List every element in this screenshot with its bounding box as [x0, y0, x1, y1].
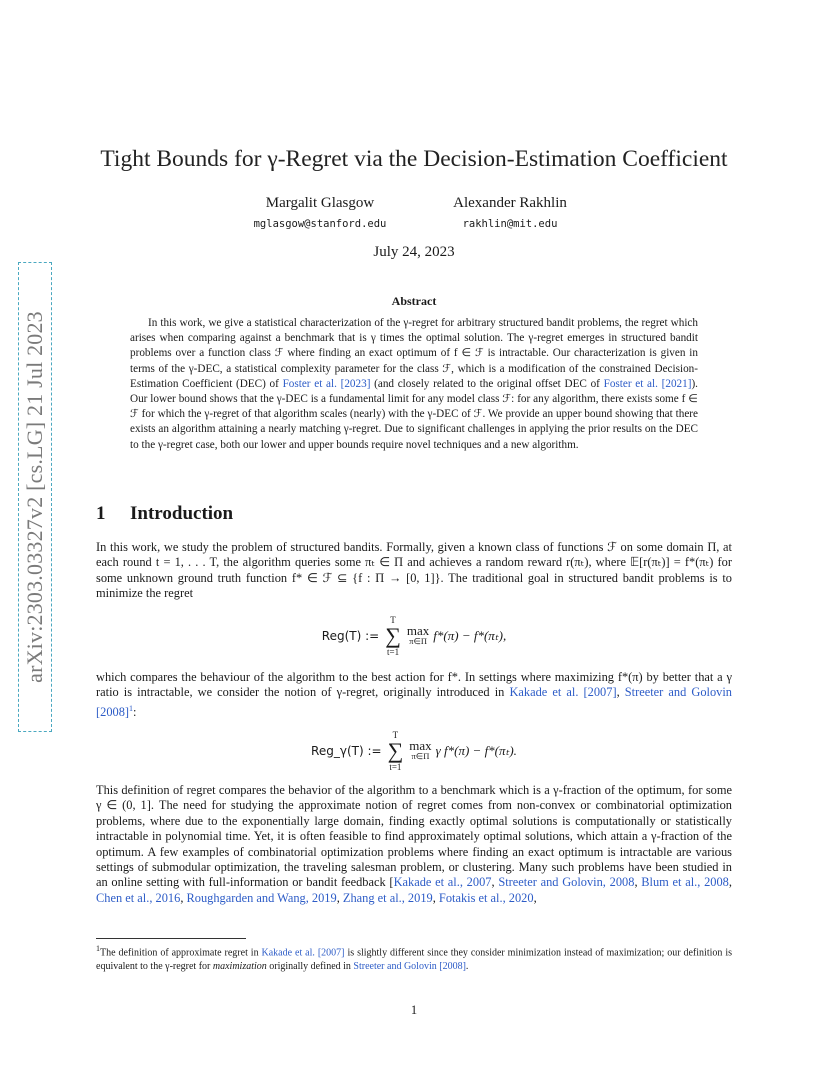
citation-link[interactable]: Fotakis et al., 2020 — [438, 890, 534, 905]
paragraph-text: This definition of regret compares the behavior of the algorithm to a benchmark which is a γ-fraction of the optimum, for some γ ∈ (0, 1]. The need for studying the approximate notion of regret comes from non-convex or combinatorial optimization problems, where due to the exponentially large domain, finding exactly optimal solutions is computationally or statistically intractable in polynomial time. Yet, it is often feasible to find approximately optimal solutions, which attain a γ-fraction of the optimum. A few examples of combinatorial optimization problems where finding an exact optimum is intractable are various settings of submodular optimization, the traveling salesman problem, or clustering. Many such problems have been studied in an online setting with full-information or bandit feedback [ — [96, 783, 732, 890]
equation-lhs: Reg_γ(T) := — [311, 744, 382, 758]
footnote-text: originally defined in — [266, 960, 354, 972]
footnote — [96, 942, 732, 973]
abstract-text: (and closely related to the original offset DEC of — [370, 377, 604, 390]
paragraph-text: which compares the behaviour of the algorithm to the best action for f*. In settings where maximizing f*(π) by better that a γ ratio is intractable, we consider the notion of γ-regret, originally introduced in — [96, 670, 732, 700]
regret-equation — [0, 615, 828, 657]
sigma-glyph: ∑ — [387, 738, 404, 763]
equation-rhs: f*(π) − f*(πₜ), — [433, 628, 507, 643]
section-heading — [96, 503, 233, 525]
max-label: max — [409, 738, 432, 753]
separator-text: , — [616, 685, 625, 700]
author-name: Margalit Glasgow — [265, 195, 375, 211]
arxiv-identifier: arXiv:2303.03327v2 [cs.LG] 21 Jul 2023 — [22, 311, 47, 683]
citation-link[interactable]: Foster et al. [2021] — [603, 377, 692, 390]
sum-lower: t=1 — [387, 647, 400, 657]
author-email: rakhlin@mit.edu — [462, 218, 558, 230]
sum-upper: T — [390, 615, 396, 625]
sum-symbol — [385, 615, 401, 657]
citation-link[interactable]: Zhang et al., 2019 — [342, 890, 433, 905]
abstract-body — [130, 316, 698, 453]
max-subscript: π∈Π — [411, 751, 430, 761]
max-subscript: π∈Π — [409, 636, 427, 646]
max-label: max — [406, 623, 430, 638]
citation-link[interactable]: Roughgarden and Wang, 2019 — [186, 890, 337, 905]
section-number: 1 — [96, 503, 106, 524]
page-number: 1 — [410, 1003, 418, 1017]
equation-rhs: γ f*(π) − f*(πₜ). — [435, 743, 517, 758]
footnote-text: The definition of approximate regret in — [100, 947, 262, 959]
paragraph-text: : — [133, 704, 137, 719]
citation-link[interactable]: Streeter and Golovin, 2008 — [498, 875, 635, 890]
abstract-heading: Abstract — [391, 294, 437, 308]
citation-link[interactable]: Kakade et al., 2007 — [393, 875, 492, 890]
sum-lower: t=1 — [389, 762, 402, 772]
intro-paragraph-1: In this work, we study the problem of structured bandits. Formally, given a known class of functions ℱ on some domain Π, at each round t = 1, . . . T, the algorithm queries some πₜ ∈ Π and achieves a random reward r(πₜ), where 𝔼[r(πₜ)] = f*(πₜ) for some unknown ground truth function f* ∈ ℱ ⊆ {f : Π → [0, 1]}. The traditional goal in structured bandit problems is to minimize the regret — [96, 540, 732, 601]
author-name: Alexander Rakhlin — [453, 195, 567, 211]
footnote-marker[interactable]: 1 — [129, 703, 134, 713]
intro-paragraph-3: This definition of regret compares the behavior of the algorithm to a benchmark which is a γ-fraction of the optimum, for some γ ∈ (0, 1]. The need for studying the approximate notion of regret comes from non-convex or combinatorial optimization problems, where due to the exponentially large domain, finding exactly optimal solutions is computationally or statistically intractable in polynomial time. Yet, it is often feasible to find approximately optimal solutions, which attain a γ-fraction of the optimum. A few examples of combinatorial optimization problems where finding an exact optimum is intractable are various settings of submodular optimization, the traveling salesman problem, or clustering. Many such problems have been studied in an online setting with full-information or bandit feedback [Kakade et al., 2007, Streeter and Golovin, 2008, Blum et al., 2008, Chen et al., 2016, Roughgarden and Wang, 2019, Zhang et al., 2019, Fotakis et al., 2020, — [96, 783, 732, 905]
equation-lhs: Reg(T) := — [321, 629, 380, 643]
citation-link[interactable]: Blum et al., 2008 — [641, 875, 729, 890]
footnote-rule — [96, 938, 246, 939]
abstract-text: In this work, we give a statistical characterization of the γ-regret for arbitrary structured bandit problems, the regret which arises when comparing against a benchmark that is γ times the optimal solution. The γ-regret emerges in structured bandit problems over a function class ℱ where finding an exact optimum of f ∈ ℱ is intractable. Our characterization is given in terms of the γ-DEC, a statistical complexity parameter for the class ℱ, which is a modification of the constrained Decision-Estimation Coefficient (DEC) of — [130, 317, 698, 390]
max-operator — [409, 740, 431, 762]
paper-date: July 24, 2023 — [373, 244, 455, 260]
section-title: Introduction — [130, 503, 234, 524]
footnote-emphasis: maximization — [212, 960, 267, 972]
footnote-number: 1 — [96, 944, 100, 953]
author-2 — [430, 195, 590, 230]
citation-link[interactable]: Streeter and Golovin [2008] — [96, 685, 733, 719]
citation-link[interactable]: Foster et al. [2023] — [282, 377, 371, 390]
intro-paragraph-2 — [96, 670, 732, 720]
max-operator — [407, 625, 429, 647]
gamma-regret-equation — [0, 730, 828, 772]
paragraph-text: , — [533, 890, 537, 905]
author-email: mglasgow@stanford.edu — [253, 218, 387, 230]
citation-link[interactable]: Kakade et al. [2007] — [509, 685, 617, 700]
sum-symbol — [388, 730, 404, 772]
citation-link[interactable]: Streeter and Golovin [2008] — [353, 960, 466, 972]
citation-link[interactable]: Kakade et al. [2007] — [261, 947, 345, 959]
sigma-glyph: ∑ — [385, 623, 401, 648]
citation-link[interactable]: Chen et al., 2016 — [96, 890, 181, 905]
abstract-text: ). Our lower bound shows that the γ-DEC is a fundamental limit for any model class ℱ: for any algorithm, there exists some f ∈ ℱ for which the γ-regret of that algorithm scales (nearly) with the γ-DEC of ℱ. We provide an upper bound showing that there exists an algorithm attaining a nearly matching γ-regret. Due to significant challenges in applying the prior results on the DEC to the γ-regret case, both our lower and upper bounds require novel techniques and a new algorithm. — [130, 377, 698, 451]
arxiv-stamp — [18, 262, 52, 732]
sum-upper: T — [392, 730, 399, 740]
paper-title: Tight Bounds for γ-Regret via the Decision-Estimation Coefficient — [100, 146, 728, 172]
footnote-text: . — [465, 960, 469, 972]
author-1 — [240, 195, 400, 230]
footnote-text: is slightly different since they consider minimization instead of maximization; our definition is equivalent to the γ-regret for — [96, 947, 732, 972]
